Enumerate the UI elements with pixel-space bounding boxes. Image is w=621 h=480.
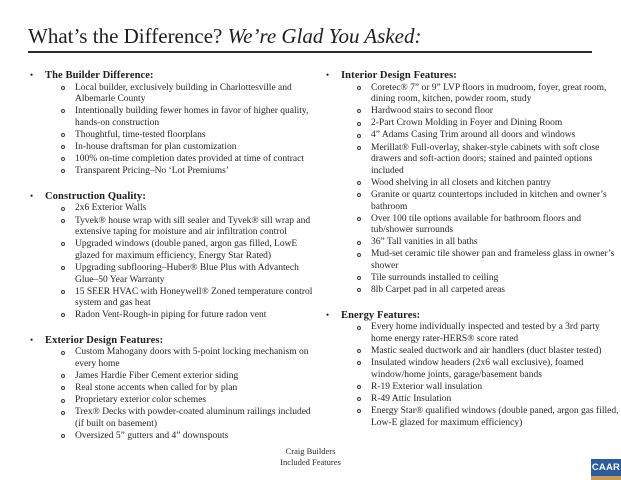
feature-list [28, 203, 320, 321]
section-heading-row [28, 70, 320, 82]
feature-item: Tile surrounds installed to ceiling [324, 273, 620, 285]
feature-section [28, 70, 320, 178]
feature-item: Wood shelving in all closets and kitchen pantry [324, 178, 620, 190]
feature-section [324, 310, 620, 429]
feature-section [324, 70, 620, 297]
left-column [28, 70, 320, 456]
footer [0, 446, 621, 467]
feature-item: Trex® Decks with powder-coated aluminum railings included (if built on basement) [28, 407, 320, 430]
feature-item: Intentionally building fewer homes in favor of higher quality, hands-on construction [28, 106, 320, 129]
feature-item: James Hardie Fiber Cement exterior siding [28, 371, 320, 383]
feature-item: Thoughtful, time-tested floorplans [28, 130, 320, 142]
feature-item: Every home individually inspected and tested by a 3rd party home energy rater-HERS® score rated [324, 322, 620, 345]
feature-list [324, 322, 620, 429]
page-title-regular: What’s the Difference? [28, 24, 228, 48]
feature-item: Real stone accents when called for by plan [28, 383, 320, 395]
feature-item: Merillat® Full-overlay, shaker-style cabinets with soft close drawers and soft-action doors; stained and painted options included [324, 143, 620, 178]
section-heading-row [28, 335, 320, 347]
feature-item: Tyvek® house wrap with sill sealer and Tyvek® sill wrap and extensive taping for moisture and air infiltration control [28, 216, 320, 239]
section-heading-row [324, 310, 620, 322]
feature-list [28, 347, 320, 442]
footer-line2: Included Features [280, 456, 341, 467]
feature-item: 36” Tall vanities in all baths [324, 237, 620, 249]
feature-item: Oversized 5” gutters and 4” downspouts [28, 431, 320, 443]
bullet-icon: • [30, 70, 34, 80]
feature-item: 4” Adams Casing Trim around all doors and windows [324, 130, 620, 142]
feature-item: Transparent Pricing–No ‘Lot Premiums’ [28, 166, 320, 178]
caar-logo-strip [591, 476, 621, 480]
feature-section [28, 335, 320, 443]
feature-item: R-19 Exterior wall insulation [324, 382, 620, 394]
feature-item: 2-Part Crown Molding in Foyer and Dining Room [324, 118, 620, 130]
caar-logo-text: CAAR [591, 462, 621, 473]
page-title-italic: We’re Glad You Asked: [227, 24, 422, 48]
section-heading-row [324, 70, 620, 82]
feature-item: 15 SEER HVAC with Honeywell® Zoned temperature control system and gas heat [28, 287, 320, 310]
feature-item: Mud-set ceramic tile shower pan and frameless glass in owner’s shower [324, 249, 620, 272]
right-column [324, 70, 620, 442]
feature-item: 2x6 Exterior Walls [28, 203, 320, 215]
feature-item: Energy Star® qualified windows (double paned, argon gas filled, Low-E glazed for maximum efficiency) [324, 406, 620, 429]
section-heading: The Builder Difference: [45, 70, 154, 81]
feature-list [28, 83, 320, 178]
feature-list [324, 83, 620, 297]
feature-item: Over 100 tile options available for bathroom floors and tub/shower surrounds [324, 214, 620, 237]
section-heading: Interior Design Features: [341, 70, 457, 81]
feature-item: Mastic sealed ductwork and air handlers (duct blaster tested) [324, 346, 620, 358]
feature-item: In-house draftsman for plan customization [28, 142, 320, 154]
feature-item: Upgraded windows (double paned, argon gas filled, LowE glazed for maximum efficiency, Energy Star Rated) [28, 239, 320, 262]
section-heading: Energy Features: [341, 309, 421, 321]
feature-item: Granite or quartz countertops included in kitchen and owner’s bathroom [324, 190, 620, 213]
bullet-icon: • [326, 70, 330, 80]
feature-item: Local builder, exclusively building in Charlottesville and Albemarle County [28, 83, 320, 106]
feature-item: 100% on-time completion dates provided at time of contract [28, 154, 320, 166]
section-heading: Construction Quality: [45, 190, 146, 202]
feature-item: Radon Vent-Rough-in piping for future radon vent [28, 310, 320, 322]
feature-item: Hardwood stairs to second floor [324, 106, 620, 118]
bullet-icon: • [30, 334, 34, 345]
footer-line1: Craig Builders [285, 446, 336, 456]
feature-item: 8lb Carpet pad in all carpeted areas [324, 285, 620, 297]
feature-section [28, 191, 320, 322]
bullet-icon: • [30, 190, 34, 201]
feature-item: Insulated window headers (2x6 wall exclusive), foamed window/home joints, garage/basement bands [324, 358, 620, 381]
feature-item: Proprietary exterior color schemes [28, 395, 320, 407]
feature-item: R-49 Attic Insulation [324, 394, 620, 406]
page-title [28, 24, 592, 53]
section-heading-row [28, 191, 320, 203]
feature-item: Upgrading subflooring–Huber® Blue Plus with Advantech Glue–50 Year Warranty [28, 263, 320, 286]
section-heading: Exterior Design Features: [45, 334, 164, 346]
feature-item: Custom Mahogany doors with 5-point locking mechanism on every home [28, 347, 320, 370]
caar-logo [591, 459, 621, 480]
feature-item: Coretec® 7” or 9” LVP floors in mudroom, foyer, great room, dining room, kitchen, powder room, study [324, 83, 620, 106]
bullet-icon: • [326, 309, 330, 320]
